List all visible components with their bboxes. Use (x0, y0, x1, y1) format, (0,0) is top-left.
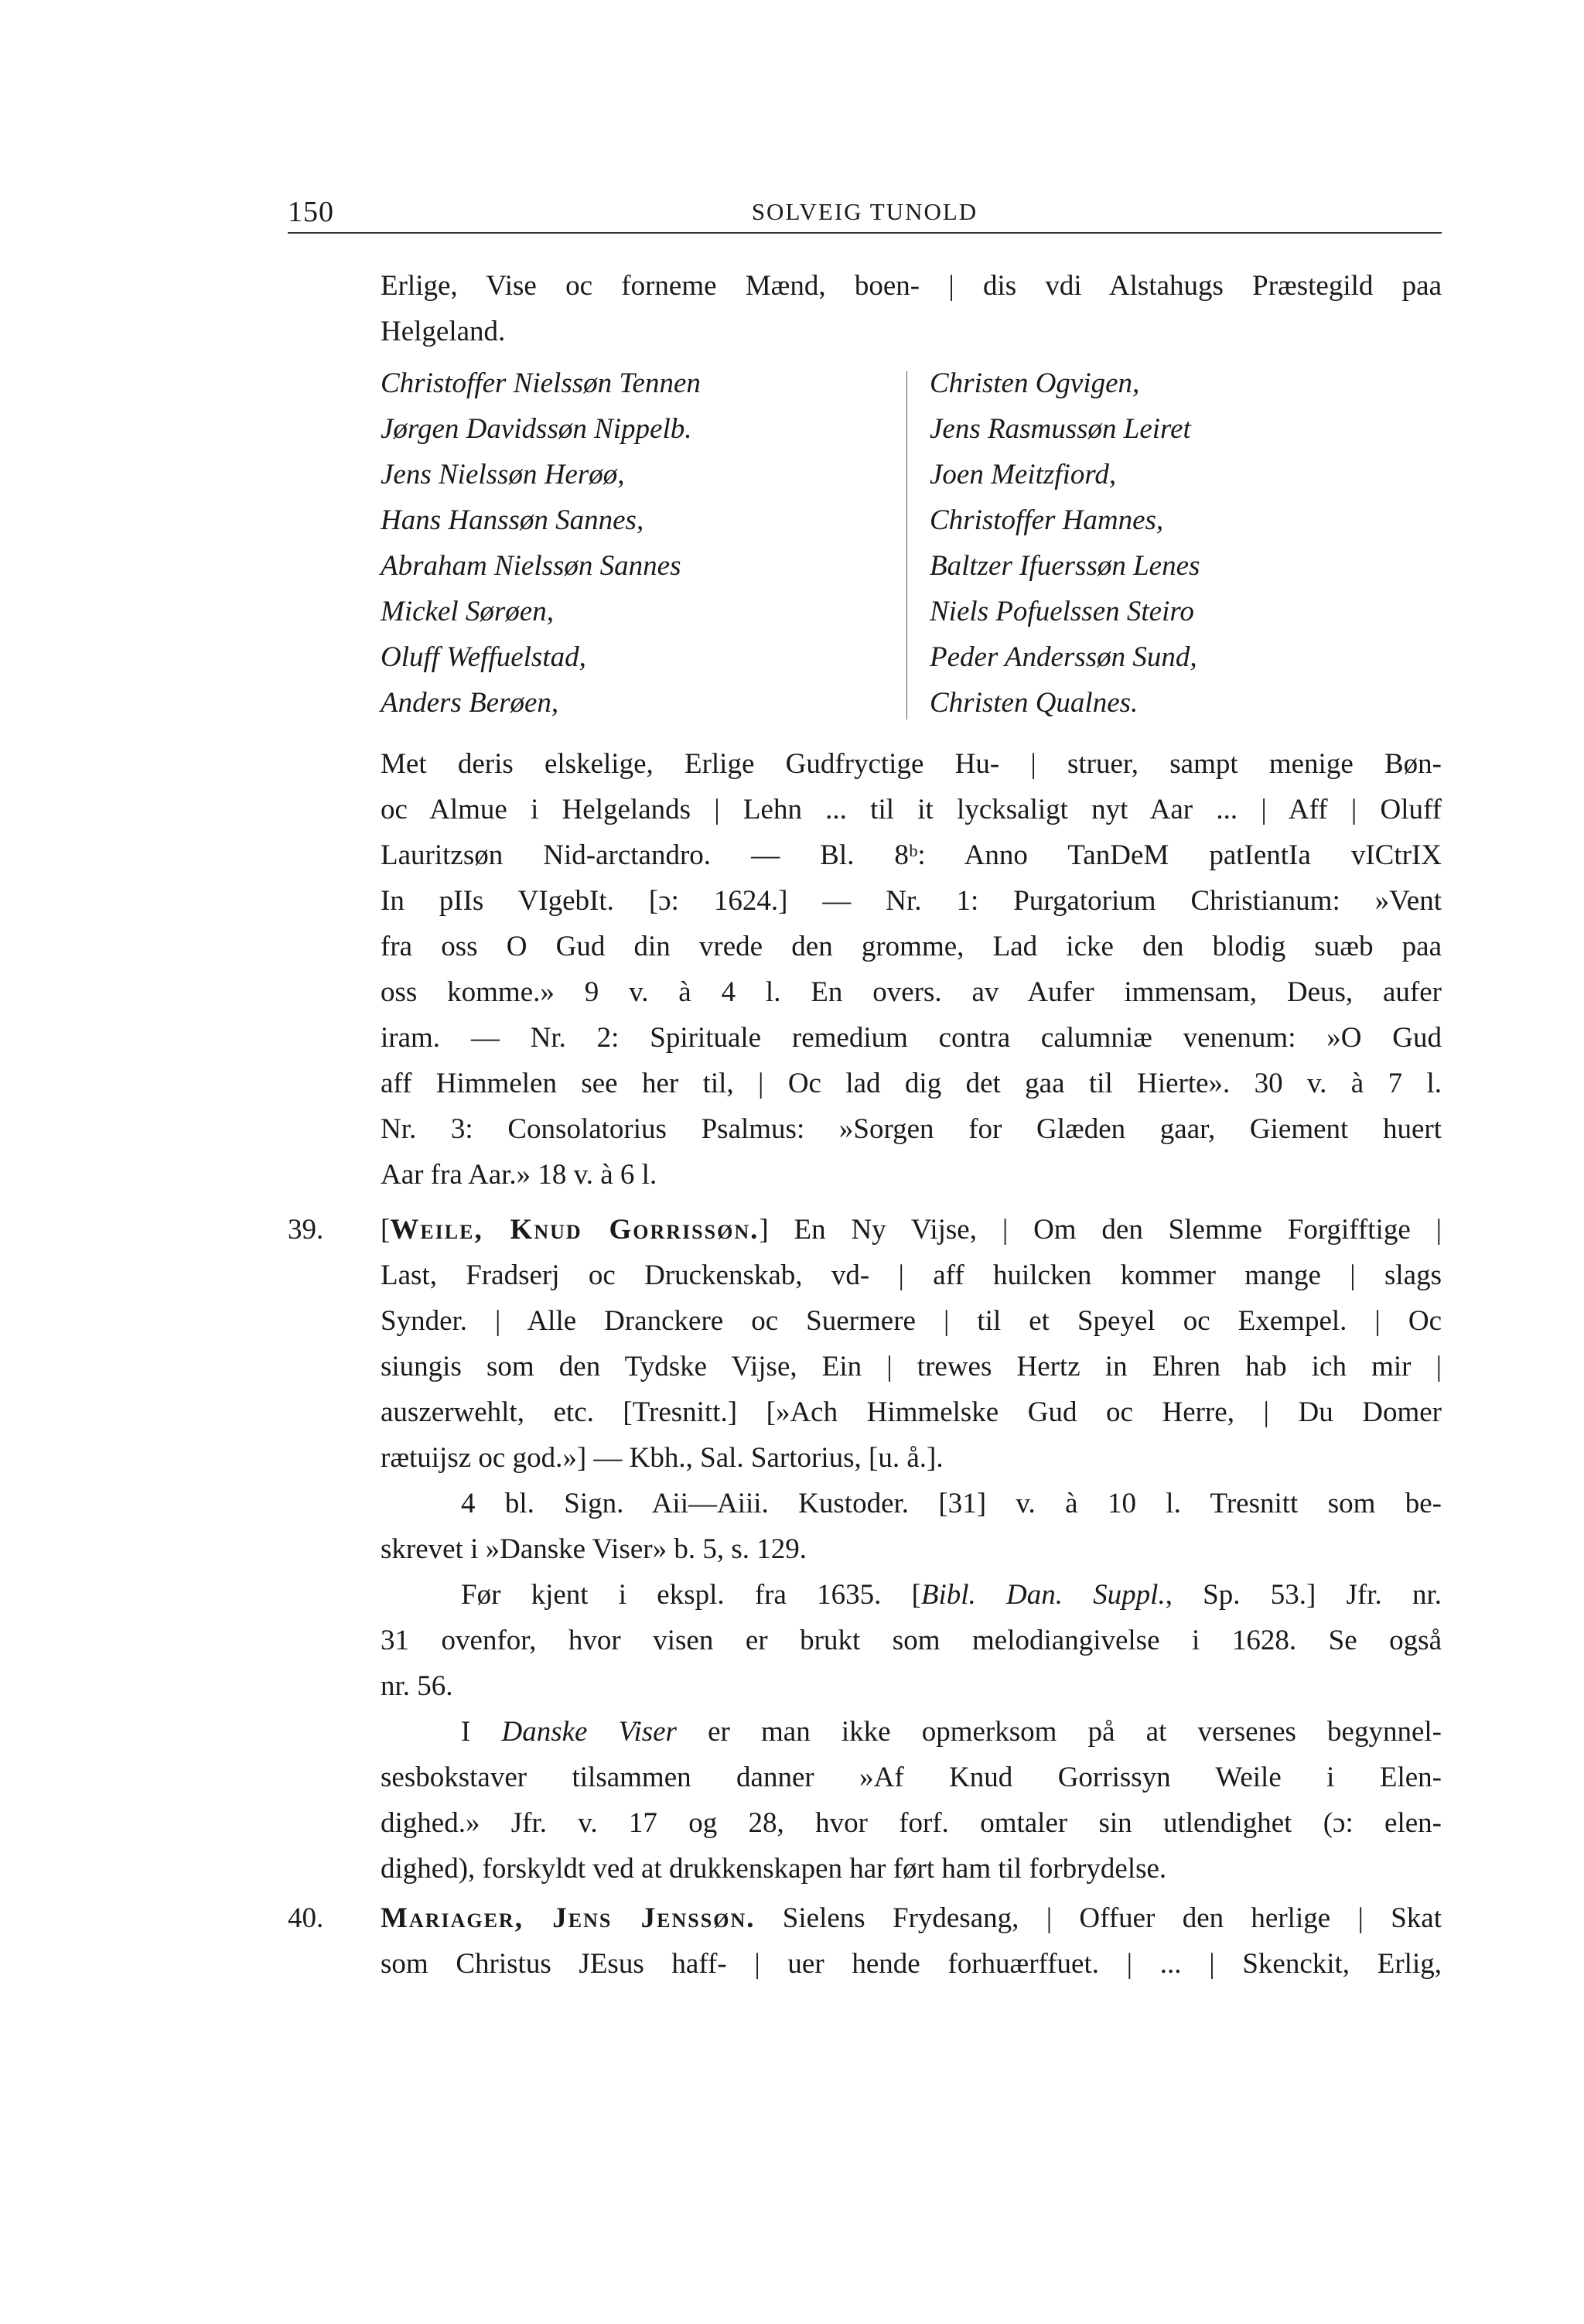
names-column-left (381, 361, 701, 726)
page-number: 150 (288, 196, 334, 228)
text-line: skrevet i »Danske Viser» b. 5, s. 129. (381, 1533, 807, 1565)
para3-before: Før kjent i ekspl. fra 1635. [ (461, 1579, 921, 1611)
text-line: dighed), forskyldt ved at drukkenskapen har ført ham til forbrydelse. (381, 1853, 1167, 1885)
text-line: oss komme.» 9 v. à 4 l. En overs. av Aufer immensam, Deus, aufer (381, 976, 1442, 1008)
name-entry: Peder Anderssøn Sund, (930, 641, 1197, 673)
text-line: nr. 56. (381, 1670, 453, 1702)
text-line: Lauritzsøn Nid-arctandro. — Bl. 8ᵇ: Anno TanDeM patIentIa vICtrIX (381, 839, 1442, 871)
name-entry: Abraham Nielssøn Sannes (381, 550, 681, 582)
entry-title-start: Sielens Frydesang, | Offuer den herlige | Skat (755, 1902, 1442, 1934)
text-line: 31 ovenfor, hvor visen er brukt som melodiangivelse i 1628. Se også (381, 1625, 1442, 1656)
name-entry: Christoffer Nielssøn Tennen (381, 367, 701, 399)
intro-paragraph (381, 263, 1442, 354)
text-line: Helgeland. (381, 316, 506, 347)
text-line: siungis som den Tydske Vijse, Ein | trewes Hertz in Ehren hab ich mir | (381, 1351, 1442, 1382)
text-line: aff Himmelen see her til, | Oc lad dig det gaa til Hierte». 30 v. à 7 l. (381, 1068, 1442, 1099)
text-line (381, 1709, 1442, 1755)
text-line: Aar fra Aar.» 18 v. à 6 l. (381, 1159, 657, 1191)
text-line: 4 bl. Sign. Aii—Aiii. Kustoder. [31] v. à 10 l. Tresnitt som be- (461, 1488, 1442, 1519)
text-line (381, 1895, 1442, 1941)
name-entry: Mickel Sørøen, (381, 596, 554, 627)
text-line: In pIIs VIgebIt. [ɔ: 1624.] — Nr. 1: Purgatorium Christianum: »Vent (381, 885, 1442, 917)
text-line: fra oss O Gud din vrede den gromme, Lad icke den blodig suæb paa (381, 931, 1442, 962)
para4-rest: er man ikke opmerksom på at versenes begynnel- (676, 1716, 1442, 1748)
name-entry: Joen Meitzfiord, (930, 459, 1117, 490)
text-line: Synder. | Alle Dranckere oc Suermere | til et Speyel oc Exempel. | Oc (381, 1305, 1442, 1337)
work-title: Danske Viser (501, 1716, 677, 1748)
name-entry: Baltzer Ifuerssøn Lenes (930, 550, 1200, 582)
entry-author: Weile, Knud Gorrissøn. (390, 1214, 760, 1246)
names-column-right (930, 361, 1200, 726)
entry-title-start: ] En Ny Vijse, | Om den Slemme Forgifftige | (759, 1214, 1442, 1246)
text-line: Met deris elskelige, Erlige Gudfryctige Hu- | struer, sampt menige Bøn- (381, 748, 1442, 780)
para3-after: , Sp. 53.] Jfr. nr. (1165, 1579, 1442, 1611)
text-line: som Christus JEsus haff- | uer hende forhuærffuet. | ... | Skenckit, Erlig, (381, 1948, 1442, 1980)
entry-number: 40. (288, 1902, 324, 1934)
text-line (381, 1572, 1442, 1618)
text-line: auszerwehlt, etc. [Tresnitt.] [»Ach Himmelske Gud oc Herre, | Du Domer (381, 1396, 1442, 1428)
text-line: dighed.» Jfr. v. 17 og 28, hvor forf. omtaler sin utlendighet (ɔ: elen- (381, 1807, 1442, 1839)
entry-40 (381, 1895, 1442, 1987)
text-line: Last, Fradserj oc Druckenskab, vd- | aff huilcken kommer mange | slags (381, 1259, 1442, 1291)
page-header (288, 195, 1442, 234)
text-line: Erlige, Vise oc forneme Mænd, boen- | dis vdi Alstahugs Præstegild paa (381, 270, 1442, 302)
text-line (381, 1207, 1442, 1253)
name-entry: Jørgen Davidssøn Nippelb. (381, 413, 692, 445)
text-line: Nr. 3: Consolatorius Psalmus: »Sorgen for Glæden gaar, Giement huert (381, 1113, 1442, 1145)
entry-author-open: [ (381, 1214, 391, 1246)
name-entry: Jens Nielssøn Herøø, (381, 459, 625, 490)
name-entry: Christen Qualnes. (930, 687, 1138, 719)
running-head: SOLVEIG TUNOLD (751, 198, 978, 225)
name-entry: Hans Hanssøn Sannes, (381, 504, 644, 536)
text-line: oc Almue i Helgelands | Lehn ... til it lycksaligt nyt Aar ... | Aff | Oluff (381, 794, 1442, 825)
name-entry: Christen Ogvigen, (930, 367, 1140, 399)
name-entry: Oluff Weffuelstad, (381, 641, 586, 673)
para4-intro: I (461, 1716, 502, 1748)
name-entry: Niels Pofuelssen Steiro (930, 596, 1194, 627)
text-line: sesbokstaver tilsammen danner »Af Knud Gorrissyn Weile i Elen- (381, 1762, 1442, 1793)
dedication-paragraph (381, 741, 1442, 1198)
text-line: iram. — Nr. 2: Spirituale remedium contra calumniæ venenum: »O Gud (381, 1022, 1442, 1054)
name-entry: Jens Rasmussøn Leiret (930, 413, 1191, 445)
name-entry: Anders Berøen, (381, 687, 559, 719)
name-entry: Christoffer Hamnes, (930, 504, 1164, 536)
entry-number: 39. (288, 1214, 324, 1246)
entry-39 (381, 1207, 1442, 1892)
column-divider (906, 371, 907, 719)
entry-author: Mariager, Jens Jenssøn. (381, 1902, 756, 1934)
text-line: rætuijsz oc god.»] — Kbh., Sal. Sartorius, [u. å.]. (381, 1442, 944, 1474)
bibliography-title: Bibl. Dan. Suppl. (920, 1579, 1166, 1611)
